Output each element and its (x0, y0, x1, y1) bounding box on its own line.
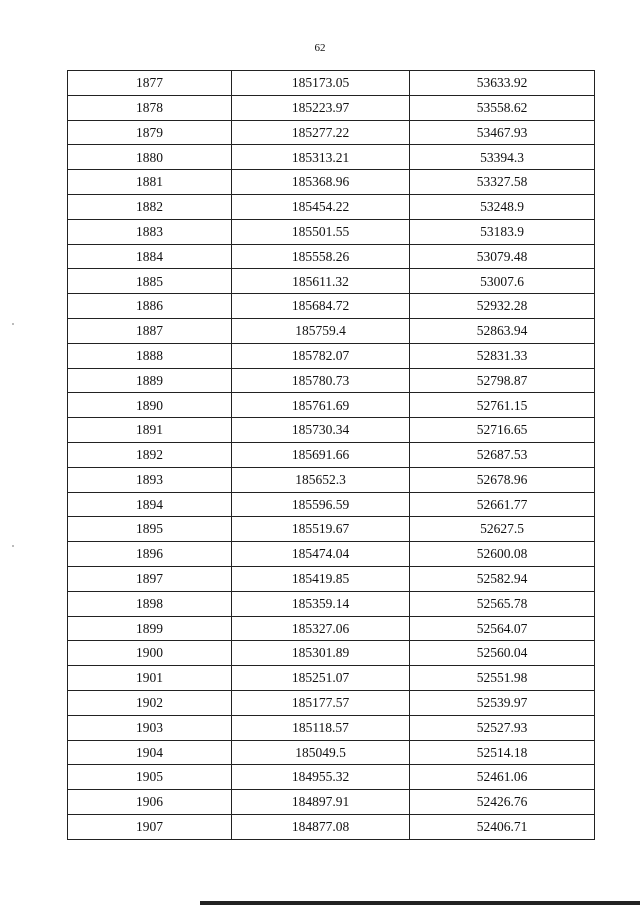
value-a-cell: 185501.55 (232, 219, 410, 244)
table-row (68, 814, 595, 839)
year-cell: 1884 (68, 244, 232, 269)
year-cell: 1900 (68, 641, 232, 666)
value-b-cell: 52932.28 (410, 294, 595, 319)
value-b-cell: 52863.94 (410, 318, 595, 343)
value-b-cell: 52461.06 (410, 765, 595, 790)
value-a-cell: 185419.85 (232, 566, 410, 591)
value-b-cell: 52661.77 (410, 492, 595, 517)
value-a-cell: 185173.05 (232, 71, 410, 96)
year-cell: 1888 (68, 343, 232, 368)
value-b-cell: 53248.9 (410, 194, 595, 219)
year-cell: 1877 (68, 71, 232, 96)
value-b-cell: 52761.15 (410, 393, 595, 418)
year-cell: 1903 (68, 715, 232, 740)
table-row (68, 740, 595, 765)
year-cell: 1904 (68, 740, 232, 765)
year-cell: 1881 (68, 170, 232, 195)
value-b-cell: 52678.96 (410, 467, 595, 492)
table-row (68, 343, 595, 368)
value-a-cell: 185684.72 (232, 294, 410, 319)
year-cell: 1896 (68, 542, 232, 567)
value-a-cell: 185359.14 (232, 591, 410, 616)
year-cell: 1890 (68, 393, 232, 418)
year-cell: 1883 (68, 219, 232, 244)
table-row (68, 145, 595, 170)
data-table (67, 70, 595, 840)
value-a-cell: 185759.4 (232, 318, 410, 343)
value-b-cell: 52565.78 (410, 591, 595, 616)
value-b-cell: 52582.94 (410, 566, 595, 591)
table-row (68, 715, 595, 740)
value-b-cell: 52527.93 (410, 715, 595, 740)
value-a-cell: 185049.5 (232, 740, 410, 765)
table-row (68, 194, 595, 219)
value-b-cell: 52687.53 (410, 442, 595, 467)
year-cell: 1886 (68, 294, 232, 319)
value-a-cell: 185223.97 (232, 95, 410, 120)
table-row (68, 616, 595, 641)
value-a-cell: 185691.66 (232, 442, 410, 467)
value-a-cell: 185558.26 (232, 244, 410, 269)
year-cell: 1892 (68, 442, 232, 467)
table-row (68, 170, 595, 195)
table-row (68, 666, 595, 691)
year-cell: 1897 (68, 566, 232, 591)
value-a-cell: 185251.07 (232, 666, 410, 691)
table-row (68, 517, 595, 542)
value-b-cell: 52600.08 (410, 542, 595, 567)
table-body (68, 71, 595, 840)
value-a-cell: 185301.89 (232, 641, 410, 666)
value-b-cell: 52798.87 (410, 368, 595, 393)
value-a-cell: 185368.96 (232, 170, 410, 195)
value-b-cell: 52831.33 (410, 343, 595, 368)
year-cell: 1907 (68, 814, 232, 839)
table-row (68, 765, 595, 790)
year-cell: 1902 (68, 690, 232, 715)
value-b-cell: 52551.98 (410, 666, 595, 691)
value-a-cell: 185474.04 (232, 542, 410, 567)
table-row (68, 269, 595, 294)
table-row (68, 393, 595, 418)
value-b-cell: 53633.92 (410, 71, 595, 96)
table-row (68, 95, 595, 120)
table-row (68, 442, 595, 467)
table-row (68, 492, 595, 517)
table-row (68, 71, 595, 96)
year-cell: 1906 (68, 790, 232, 815)
value-a-cell: 185118.57 (232, 715, 410, 740)
year-cell: 1887 (68, 318, 232, 343)
year-cell: 1889 (68, 368, 232, 393)
year-cell: 1880 (68, 145, 232, 170)
value-b-cell: 52716.65 (410, 418, 595, 443)
value-b-cell: 52514.18 (410, 740, 595, 765)
value-a-cell: 185177.57 (232, 690, 410, 715)
value-a-cell: 185277.22 (232, 120, 410, 145)
year-cell: 1879 (68, 120, 232, 145)
table-row (68, 418, 595, 443)
value-b-cell: 53079.48 (410, 244, 595, 269)
table-row (68, 566, 595, 591)
page-number: 62 (314, 42, 326, 54)
value-b-cell: 53558.62 (410, 95, 595, 120)
table-row (68, 641, 595, 666)
year-cell: 1882 (68, 194, 232, 219)
value-b-cell: 52627.5 (410, 517, 595, 542)
value-b-cell: 52406.71 (410, 814, 595, 839)
year-cell: 1901 (68, 666, 232, 691)
table-row (68, 790, 595, 815)
table-row (68, 318, 595, 343)
value-b-cell: 52564.07 (410, 616, 595, 641)
value-a-cell: 185611.32 (232, 269, 410, 294)
value-a-cell: 184897.91 (232, 790, 410, 815)
value-b-cell: 52560.04 (410, 641, 595, 666)
value-a-cell: 185327.06 (232, 616, 410, 641)
table-row (68, 542, 595, 567)
value-b-cell: 53183.9 (410, 219, 595, 244)
table-row (68, 690, 595, 715)
page-bottom-edge (200, 901, 640, 905)
year-cell: 1885 (68, 269, 232, 294)
value-a-cell: 185652.3 (232, 467, 410, 492)
value-b-cell: 53394.3 (410, 145, 595, 170)
value-a-cell: 185782.07 (232, 343, 410, 368)
scan-mark (12, 545, 14, 547)
value-b-cell: 52426.76 (410, 790, 595, 815)
table-row (68, 368, 595, 393)
value-a-cell: 185780.73 (232, 368, 410, 393)
year-cell: 1898 (68, 591, 232, 616)
table-row (68, 591, 595, 616)
value-a-cell: 184955.32 (232, 765, 410, 790)
table-row (68, 244, 595, 269)
value-a-cell: 185313.21 (232, 145, 410, 170)
table-row (68, 294, 595, 319)
value-a-cell: 185519.67 (232, 517, 410, 542)
table-row (68, 467, 595, 492)
year-cell: 1893 (68, 467, 232, 492)
scan-mark (12, 323, 14, 325)
value-a-cell: 185761.69 (232, 393, 410, 418)
value-b-cell: 53467.93 (410, 120, 595, 145)
value-a-cell: 184877.08 (232, 814, 410, 839)
year-cell: 1895 (68, 517, 232, 542)
table-row (68, 120, 595, 145)
value-b-cell: 52539.97 (410, 690, 595, 715)
year-cell: 1894 (68, 492, 232, 517)
value-b-cell: 53327.58 (410, 170, 595, 195)
value-b-cell: 53007.6 (410, 269, 595, 294)
value-a-cell: 185730.34 (232, 418, 410, 443)
year-cell: 1878 (68, 95, 232, 120)
table-row (68, 219, 595, 244)
value-a-cell: 185454.22 (232, 194, 410, 219)
year-cell: 1899 (68, 616, 232, 641)
year-cell: 1905 (68, 765, 232, 790)
year-cell: 1891 (68, 418, 232, 443)
value-a-cell: 185596.59 (232, 492, 410, 517)
